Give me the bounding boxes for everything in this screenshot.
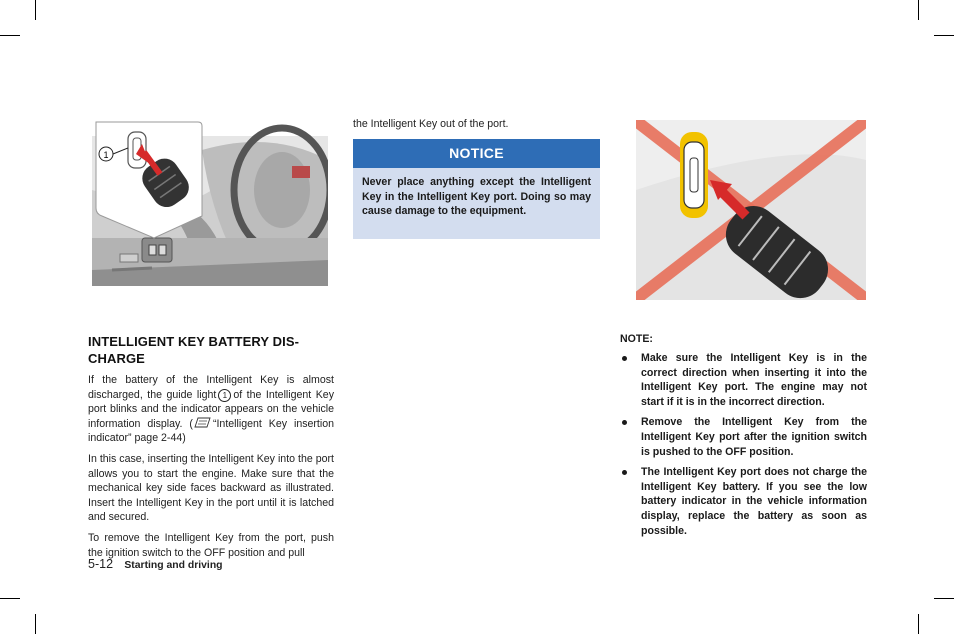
note-list bbox=[620, 351, 867, 538]
section-heading: INTELLIGENT KEY BATTERY DIS- CHARGE bbox=[88, 334, 300, 366]
left-column bbox=[88, 333, 334, 566]
middle-continuation: the Intelligent Key out of the port. bbox=[353, 118, 509, 130]
list-item: Make sure the Intelligent Key is in the correct direction when inserting it into the Intelligent Key port. The engine may not start if it is in the incorrect direction. bbox=[620, 351, 867, 409]
notice-box bbox=[353, 139, 600, 239]
crop-mark bbox=[934, 35, 954, 36]
bullet-icon bbox=[622, 356, 627, 361]
note-label: NOTE: bbox=[620, 333, 653, 345]
list-item: The Intelligent Key port does not charge the Intelligent Key battery. If you see the low battery indicator in the vehicle information display, replace the battery as soon as possible. bbox=[620, 465, 867, 538]
right-column bbox=[620, 333, 867, 544]
crop-mark bbox=[934, 598, 954, 599]
bullet-icon bbox=[622, 420, 627, 425]
incorrect-insertion-illustration bbox=[636, 120, 866, 300]
crop-mark bbox=[918, 614, 919, 634]
paragraph-1: If the battery of the Intelligent Key is almost discharged, the guide light 1 of the Intelligent Key port blinks and the indicator appears on the vehicle information display. ( “Intelligent Key insertion indicator” page 2-44) bbox=[88, 374, 335, 445]
crop-mark bbox=[0, 598, 20, 599]
notice-title: NOTICE bbox=[353, 139, 600, 168]
page-footer bbox=[88, 557, 223, 571]
paragraph-2: In this case, inserting the Intelligent Key into the port allows you to start the engine. Make sure that the mechanical key side faces backward as illustrated. Insert the Intelligent Key in the port until it is latched and secured. bbox=[88, 452, 334, 524]
crop-mark bbox=[0, 35, 20, 36]
chapter-title: Starting and driving bbox=[124, 560, 223, 571]
list-item: Remove the Intelligent Key from the Intelligent Key port after the ignition switch is pushed to the OFF position. bbox=[620, 415, 867, 459]
key-port-illustration bbox=[92, 120, 328, 296]
crop-mark bbox=[35, 614, 36, 634]
notice-text: Never place anything except the Intelligent Key in the Intelligent Key port. Doing so may cause damage to the equipment. bbox=[362, 176, 591, 217]
crop-mark bbox=[35, 0, 36, 20]
figure-callout: 1 bbox=[103, 150, 109, 160]
crop-mark bbox=[918, 0, 919, 20]
page-reference-icon bbox=[193, 417, 213, 428]
page-number: 5-12 bbox=[88, 557, 114, 571]
paragraph-3: To remove the Intelligent Key from the port, push the ignition switch to the OFF position and pull bbox=[88, 531, 334, 559]
bullet-icon bbox=[622, 470, 627, 475]
callout-1-ref: 1 bbox=[218, 389, 231, 402]
